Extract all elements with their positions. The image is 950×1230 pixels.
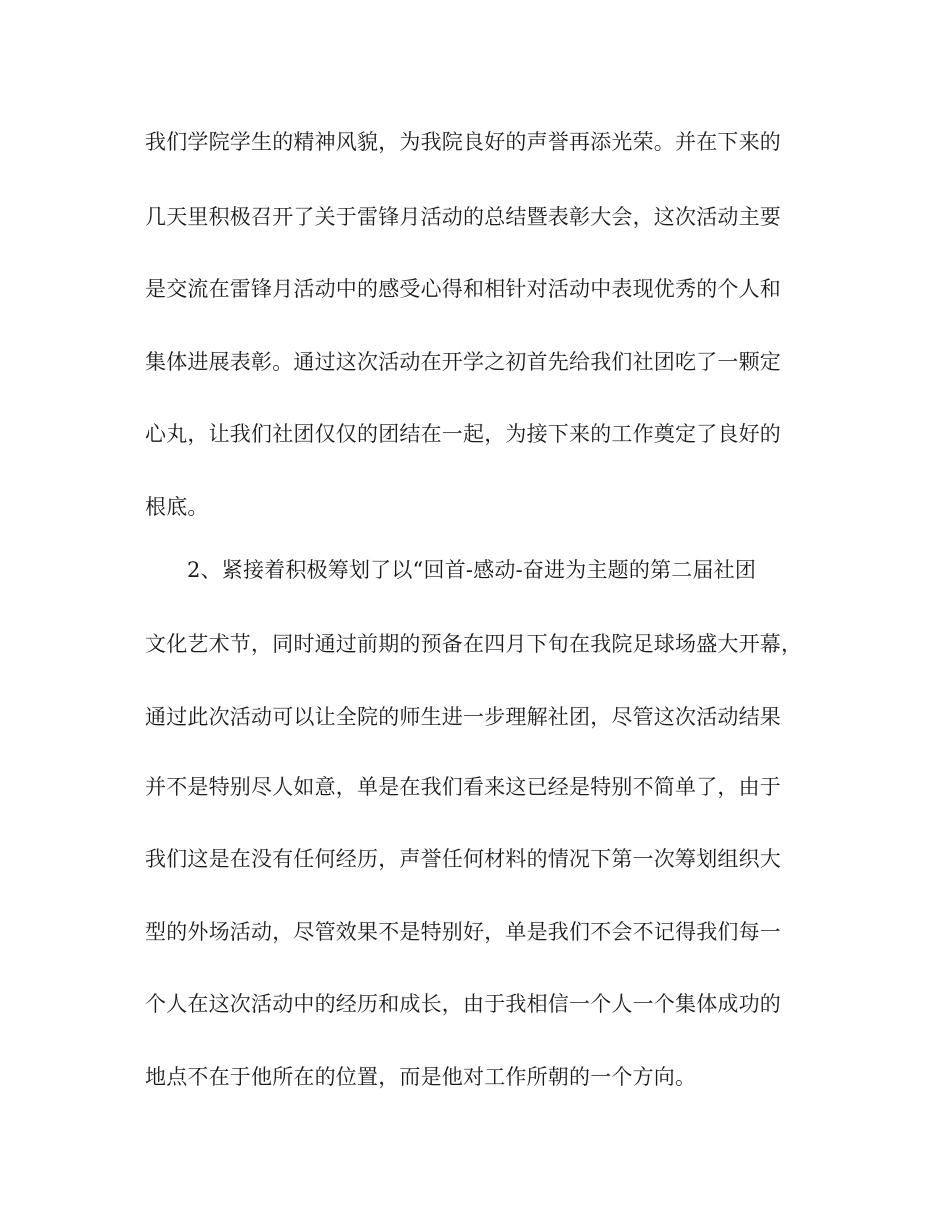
- paragraph-line: 集体进展表彰。通过这次活动在开学之初首先给我们社团吃了一颗定: [145, 350, 781, 374]
- paragraph-line: 我们这是在没有任何经历，声誉任何材料的情况下第一次筹划组织大: [145, 847, 781, 871]
- paragraph-line: 根底。: [145, 495, 209, 519]
- paragraph-line: 2、紧接着积极筹划了以“回首-感动-奋进为主题的第二届社团: [187, 558, 757, 582]
- paragraph-line: 并不是特别尽人如意，单是在我们看来这已经是特别不简单了，由于: [145, 775, 781, 799]
- paragraph-line: 我们学院学生的精神风貌，为我院良好的声誉再添光荣。并在下来的: [145, 130, 781, 154]
- paragraph-line: 地点不在于他所在的位置，而是他对工作所朝的一个方向。: [145, 1065, 697, 1089]
- paragraph-line: 几天里积极召开了关于雷锋月活动的总结暨表彰大会，这次活动主要: [145, 205, 781, 229]
- paragraph-line: 文化艺术节，同时通过前期的预备在四月下旬在我院足球场盛大开幕，: [145, 632, 803, 656]
- paragraph-line: 心丸，让我们社团仅仅的团结在一起，为接下来的工作奠定了良好的: [145, 422, 781, 446]
- paragraph-line: 个人在这次活动中的经历和成长，由于我相信一个人一个集体成功的: [145, 992, 781, 1016]
- paragraph-line: 是交流在雷锋月活动中的感受心得和相针对活动中表现优秀的个人和: [145, 277, 781, 301]
- paragraph-line: 型的外场活动，尽管效果不是特别好，单是我们不会不记得我们每一: [145, 920, 781, 944]
- paragraph-line: 通过此次活动可以让全院的师生进一步理解社团，尽管这次活动结果: [145, 705, 781, 729]
